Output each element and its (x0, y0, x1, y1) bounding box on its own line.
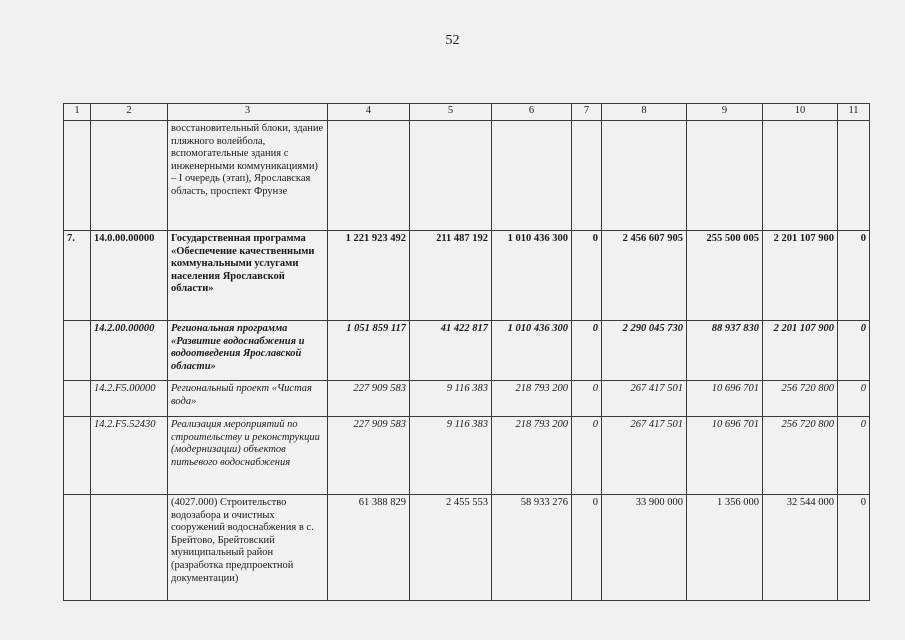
row-index (64, 417, 91, 495)
item-description: восстановительный блоки, здание пляжного волейбола, вспомогательные здания с инженерными коммуникациями) – I очередь (этап), Ярославская область, проспект Фрунзе (168, 121, 328, 231)
amount-cell: 1 051 859 117 (328, 321, 410, 381)
amount-cell: 2 201 107 900 (763, 321, 838, 381)
amount-cell (838, 121, 870, 231)
budget-code: 14.2.00.00000 (91, 321, 168, 381)
amount-cell: 2 201 107 900 (763, 231, 838, 321)
amount-cell (492, 121, 572, 231)
column-header: 9 (687, 104, 763, 121)
item-description: (4027.000) Строительство водозабора и очистных сооружений водоснабжения в с. Брейтово, Брейтовский муниципальный район (разработка предпроектной документации) (168, 495, 328, 601)
table-header-row (64, 104, 870, 121)
column-header: 8 (602, 104, 687, 121)
table-row (64, 495, 870, 601)
table-row (64, 381, 870, 417)
column-header: 6 (492, 104, 572, 121)
column-header: 10 (763, 104, 838, 121)
amount-cell (572, 121, 602, 231)
amount-cell: 2 456 607 905 (602, 231, 687, 321)
amount-cell: 32 544 000 (763, 495, 838, 601)
amount-cell: 88 937 830 (687, 321, 763, 381)
amount-cell: 0 (572, 495, 602, 601)
amount-cell: 1 221 923 492 (328, 231, 410, 321)
amount-cell: 10 696 701 (687, 381, 763, 417)
column-header: 5 (410, 104, 492, 121)
amount-cell: 0 (572, 231, 602, 321)
budget-table (63, 103, 870, 601)
budget-code (91, 495, 168, 601)
amount-cell: 267 417 501 (602, 417, 687, 495)
amount-cell: 0 (838, 321, 870, 381)
amount-cell: 2 290 045 730 (602, 321, 687, 381)
amount-cell: 2 455 553 (410, 495, 492, 601)
amount-cell: 1 010 436 300 (492, 231, 572, 321)
table-row (64, 121, 870, 231)
amount-cell: 227 909 583 (328, 417, 410, 495)
row-index: 7. (64, 231, 91, 321)
amount-cell (763, 121, 838, 231)
amount-cell: 255 500 005 (687, 231, 763, 321)
amount-cell (410, 121, 492, 231)
amount-cell: 267 417 501 (602, 381, 687, 417)
amount-cell: 0 (572, 417, 602, 495)
amount-cell: 9 116 383 (410, 381, 492, 417)
row-index (64, 321, 91, 381)
amount-cell: 218 793 200 (492, 417, 572, 495)
amount-cell: 0 (838, 417, 870, 495)
row-index (64, 495, 91, 601)
amount-cell: 9 116 383 (410, 417, 492, 495)
column-header: 7 (572, 104, 602, 121)
amount-cell: 0 (838, 381, 870, 417)
amount-cell: 0 (572, 321, 602, 381)
amount-cell: 61 388 829 (328, 495, 410, 601)
budget-code: 14.2.F5.52430 (91, 417, 168, 495)
column-header: 2 (91, 104, 168, 121)
column-header: 4 (328, 104, 410, 121)
amount-cell: 211 487 192 (410, 231, 492, 321)
budget-code (91, 121, 168, 231)
amount-cell: 0 (572, 381, 602, 417)
budget-code: 14.2.F5.00000 (91, 381, 168, 417)
amount-cell: 58 933 276 (492, 495, 572, 601)
column-header: 3 (168, 104, 328, 121)
amount-cell: 256 720 800 (763, 381, 838, 417)
amount-cell: 33 900 000 (602, 495, 687, 601)
amount-cell: 218 793 200 (492, 381, 572, 417)
item-description: Государственная программа «Обеспечение качественными коммунальными услугами населения Ярославской области» (168, 231, 328, 321)
column-header: 1 (64, 104, 91, 121)
row-index (64, 121, 91, 231)
item-description: Реализация мероприятий по строительству и реконструкции (модернизации) объектов питьевого водоснабжения (168, 417, 328, 495)
table-row (64, 231, 870, 321)
row-index (64, 381, 91, 417)
amount-cell: 227 909 583 (328, 381, 410, 417)
amount-cell: 0 (838, 495, 870, 601)
amount-cell: 0 (838, 231, 870, 321)
item-description: Региональный проект «Чистая вода» (168, 381, 328, 417)
column-header: 11 (838, 104, 870, 121)
amount-cell: 1 010 436 300 (492, 321, 572, 381)
amount-cell (328, 121, 410, 231)
item-description: Региональная программа «Развитие водоснабжения и водоотведения Ярославской области» (168, 321, 328, 381)
amount-cell: 41 422 817 (410, 321, 492, 381)
amount-cell (687, 121, 763, 231)
page-number: 52 (445, 33, 460, 48)
budget-code: 14.0.00.00000 (91, 231, 168, 321)
amount-cell: 1 356 000 (687, 495, 763, 601)
table-row (64, 321, 870, 381)
amount-cell (602, 121, 687, 231)
amount-cell: 10 696 701 (687, 417, 763, 495)
amount-cell: 256 720 800 (763, 417, 838, 495)
table-row (64, 417, 870, 495)
